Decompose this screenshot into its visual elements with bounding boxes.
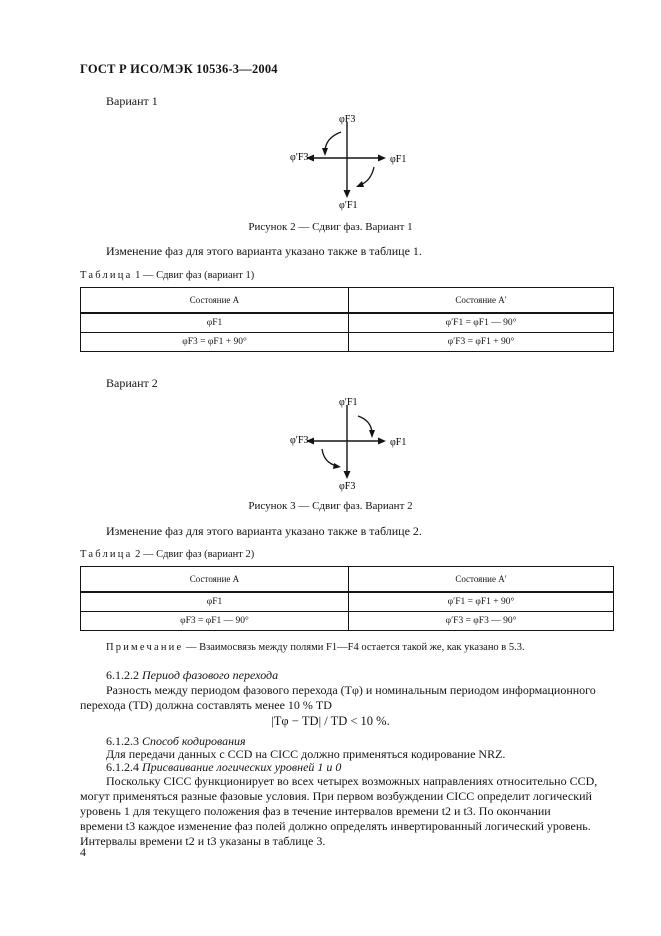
table-1-caption-text: 1 — Сдвиг фаз (вариант 1) [135, 270, 255, 281]
fig2-label-left: φ′F3 [290, 152, 309, 163]
note-word: Примечание [106, 642, 184, 653]
section-6-1-2-4-heading [106, 760, 341, 775]
figure-2-phase-diagram [288, 112, 408, 212]
table-1 [80, 287, 614, 352]
table-1-caption-word: Таблица [80, 270, 133, 281]
table-2-caption-word: Таблица [80, 549, 133, 560]
table-2-header-state-a: Состояние A [81, 567, 349, 593]
section-number: 6.1.2.4 [106, 760, 139, 774]
table-2-header-state-a-prime: Состояние A′ [349, 567, 614, 593]
table-2 [80, 566, 614, 631]
section-6-1-2-4-line-3: уровень 1 для текущего положения фаз в течение интервалов времени t2 и t3. По окончании [80, 804, 551, 818]
table-cell: φF1 [81, 313, 349, 333]
section-6-1-2-2-heading [106, 668, 278, 683]
section-title: Период фазового перехода [142, 668, 279, 682]
page-number: 4 [80, 845, 86, 859]
table-cell: φF3 = φF1 — 90° [81, 612, 349, 631]
variant-2-intro: Изменение фаз для этого варианта указано также в таблице 2. [106, 524, 422, 538]
table-cell: φF3 = φF1 + 90° [81, 333, 349, 352]
section-6-1-2-4-line-2: могут применяться разные фазовые условия. При первом возбуждении CICC определит логический [80, 789, 592, 803]
fig3-label-right: φF1 [390, 437, 407, 448]
section-title: Способ кодирования [142, 734, 246, 748]
section-6-1-2-4-line-1: Поскольку CICC функционирует во всех четырех возможных направлениях относительно CCD, [106, 774, 598, 788]
note-text: — Взаимосвязь между полями F1—F4 остается такой же, как указано в 5.3. [185, 642, 525, 653]
table-row [81, 313, 614, 333]
table-row [81, 333, 614, 352]
section-6-1-2-2-line-1: Разность между периодом фазового перехода (Tφ) и номинальным периодом информационного [106, 683, 596, 697]
section-title: Присваивание логических уровней 1 и 0 [142, 760, 342, 774]
table-row [81, 592, 614, 612]
section-number: 6.1.2.2 [106, 668, 139, 682]
figure-2-caption: Рисунок 2 — Сдвиг фаз. Вариант 1 [248, 221, 413, 233]
variant-1-label: Вариант 1 [106, 94, 158, 108]
document-header: ГОСТ Р ИСО/МЭК 10536-3—2004 [80, 62, 278, 76]
section-number: 6.1.2.3 [106, 734, 139, 748]
fig3-label-top: φ′F1 [339, 397, 358, 408]
fig3-label-left: φ′F3 [290, 435, 309, 446]
table-1-header-state-a: Состояние A [81, 288, 349, 314]
table-cell: φ′F3 = φF1 + 90° [349, 333, 614, 352]
section-6-1-2-3-text: Для передачи данных с CCD на CICC должно применяться кодирование NRZ. [106, 747, 506, 761]
variant-1-intro: Изменение фаз для этого варианта указано также в таблице 1. [106, 244, 422, 258]
table-2-caption [80, 549, 254, 560]
figure-3-caption: Рисунок 3 — Сдвиг фаз. Вариант 2 [248, 500, 413, 512]
section-6-1-2-4-line-4: времени t3 каждое изменение фаз полей должно определять инвертированный логический уровень. [80, 819, 591, 833]
section-6-1-2-2-line-2: перехода (TD) должна составлять менее 10 % TD [80, 698, 332, 712]
table-cell: φ′F1 = φF1 — 90° [349, 313, 614, 333]
table-cell: φF1 [81, 592, 349, 612]
table-1-caption [80, 270, 254, 281]
table-header-row [81, 288, 614, 314]
figure-3-phase-diagram [288, 393, 408, 493]
table-1-header-state-a-prime: Состояние A′ [349, 288, 614, 314]
table-header-row [81, 567, 614, 593]
fig2-label-bottom: φ′F1 [339, 200, 358, 211]
fig3-label-bottom: φF3 [339, 481, 356, 492]
fig2-label-top: φF3 [339, 114, 356, 125]
section-6-1-2-4-line-5: Интервалы времени t2 и t3 указаны в таблице 3. [80, 834, 326, 848]
period-formula: |Tφ − TD| / TD < 10 %. [271, 714, 390, 728]
table-row [81, 612, 614, 631]
variant-2-label: Вариант 2 [106, 376, 158, 390]
fig2-label-right: φF1 [390, 154, 407, 165]
table-cell: φ′F3 = φF3 — 90° [349, 612, 614, 631]
note [106, 642, 525, 653]
table-cell: φ′F1 = φF1 + 90° [349, 592, 614, 612]
table-2-caption-text: 2 — Сдвиг фаз (вариант 2) [135, 549, 255, 560]
